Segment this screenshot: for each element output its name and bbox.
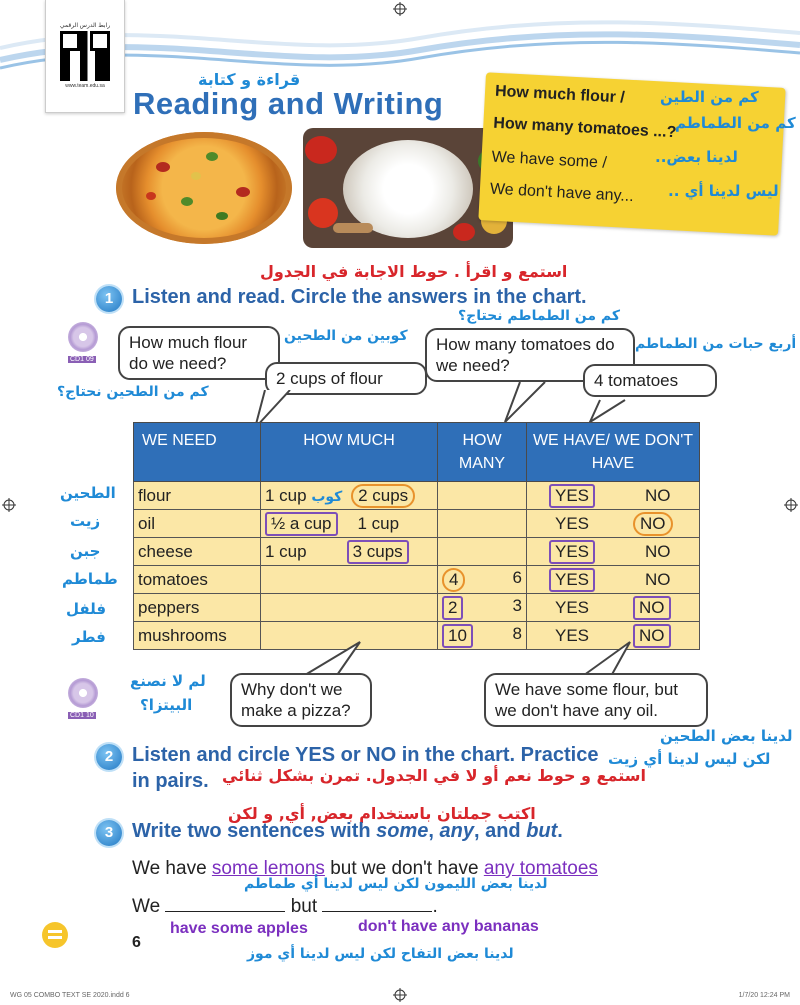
row-item: mushrooms	[134, 622, 261, 650]
no-option[interactable]: NO	[645, 485, 671, 505]
chart-header-row	[134, 423, 700, 482]
registration-mark-icon	[784, 498, 798, 512]
table-row	[134, 538, 700, 566]
item-ar-flour: الطحين	[60, 484, 116, 502]
cd-label-2: CD1 10	[70, 712, 94, 719]
section1-heading-arabic: استمع و اقرأ . حوط الاجابة في الجدول	[260, 262, 568, 281]
answer-circle[interactable]: 2 cups	[351, 484, 415, 508]
col-how-much: HOW MUCH	[261, 423, 438, 482]
row-item: cheese	[134, 538, 261, 566]
bubble-how-much: How much flour do we need?	[118, 326, 280, 380]
row-have	[527, 482, 700, 510]
row-how-much: ½ a cup 1 cup	[261, 510, 438, 538]
grammar-ar-4: ليس لدينا أي ..	[668, 182, 779, 200]
answer-box[interactable]: 10	[442, 624, 473, 648]
title-arabic: قراءة و كتابة	[198, 70, 301, 89]
page-title: Reading and Writing	[133, 86, 444, 121]
footer-file: WG 05 COMBO TEXT SE 2020.indd 6	[10, 992, 130, 999]
section2-heading-1: Listen and circle YES or NO in the chart. Practice	[132, 744, 599, 766]
row-have	[527, 510, 700, 538]
bubble-answer-tomatoes: 4 tomatoes	[583, 364, 717, 397]
flour-oil-ar-1: لدينا بعض الطحين	[660, 727, 793, 745]
ingredients-chart	[133, 422, 700, 650]
pizza-question-ar-2: البيتزا؟	[140, 696, 193, 714]
answer-ar: لدينا بعض التفاح لكن ليس لدينا أي موز	[247, 946, 514, 962]
row-how-much: 1 cup كوب 2 cups	[261, 482, 438, 510]
grammar-line-2: How many tomatoes ...?	[492, 114, 677, 142]
item-ar-oil: زيت	[70, 512, 101, 530]
row-how-many	[438, 510, 527, 538]
grammar-line-3: We have some /	[491, 148, 608, 172]
bubble-how-many: How many tomatoes do we need?	[425, 328, 635, 382]
grammar-ar-1: كم من الطين	[660, 88, 759, 106]
page-number: 6	[132, 934, 141, 951]
answer-circle[interactable]: 4	[442, 568, 465, 592]
pizza-image	[116, 132, 292, 244]
no-circle[interactable]: NO	[633, 512, 673, 536]
cd-icon-2[interactable]	[68, 678, 98, 708]
row-how-many	[438, 482, 527, 510]
bubble-tomatoes-ar: أربع حبات من الطماطم	[635, 336, 797, 352]
row-have	[527, 594, 700, 622]
qr-url: www.team.edu.sa	[65, 83, 105, 89]
no-box[interactable]: NO	[633, 596, 671, 620]
pizza-question-ar-1: لم لا نصنع	[130, 672, 206, 690]
yes-option[interactable]: YES	[555, 513, 590, 533]
row-how-many: 4 6	[438, 566, 527, 594]
table-row	[134, 510, 700, 538]
row-item: oil	[134, 510, 261, 538]
row-have	[527, 566, 700, 594]
item-ar-cheese: جبن	[70, 542, 101, 560]
table-row	[134, 482, 700, 510]
item-ar-mushrooms: فطر	[72, 628, 106, 646]
answer-1: have some apples	[170, 920, 308, 937]
grammar-line-1: How much flour /	[494, 82, 626, 107]
bubble-flour-oil: We have some flour, but we don't have any oil.	[484, 673, 708, 727]
table-row	[134, 594, 700, 622]
print-footer	[0, 990, 800, 1005]
no-box[interactable]: NO	[633, 624, 671, 648]
section1-number: 1	[96, 286, 122, 312]
answer-line: We but .	[132, 896, 438, 917]
col-how-many: HOW MANY	[438, 423, 527, 482]
row-how-many: 10 8	[438, 622, 527, 650]
registration-mark-icon	[2, 498, 16, 512]
item-ar-tomatoes: طماطم	[62, 570, 118, 588]
section3-heading: Write two sentences with some, any, and but.	[132, 820, 563, 842]
col-we-need: WE NEED	[134, 423, 261, 482]
row-how-much	[261, 594, 438, 622]
footer-date: 1/7/20 12:24 PM	[738, 992, 790, 999]
publisher-logo-icon	[40, 920, 70, 950]
row-have	[527, 538, 700, 566]
yes-box[interactable]: YES	[549, 540, 595, 564]
grammar-ar-2: كم من الطماطم	[675, 114, 796, 132]
yes-option[interactable]: YES	[555, 597, 590, 617]
section1-heading: Listen and read. Circle the answers in the chart.	[132, 286, 587, 308]
row-how-many	[438, 538, 527, 566]
no-option[interactable]: NO	[645, 569, 671, 589]
registration-mark-icon	[393, 2, 407, 16]
example-sentence: We have some lemons but we don't have any tomatoes	[132, 858, 598, 879]
item-ar-peppers: فلفل	[66, 600, 107, 618]
how-much-question-ar: كم من الطحين نحتاج؟	[57, 384, 209, 400]
answer-box[interactable]: ½ a cup	[265, 512, 338, 536]
qr-code-card[interactable]	[45, 0, 125, 113]
row-item: tomatoes	[134, 566, 261, 594]
how-many-question-ar: كم من الطماطم نحتاج؟	[458, 308, 621, 324]
row-item: flour	[134, 482, 261, 510]
bubble-how-much-ar: كوبين من الطحين	[284, 328, 408, 344]
answer-2: don't have any bananas	[358, 918, 539, 935]
row-how-much	[261, 566, 438, 594]
grammar-ar-3: لدينا بعض..	[655, 148, 738, 166]
col-we-have: WE HAVE/ WE DON'T HAVE	[527, 423, 700, 482]
qr-code-icon	[60, 31, 110, 81]
bubble-answer-flour: 2 cups of flour	[265, 362, 427, 395]
yes-box[interactable]: YES	[549, 484, 595, 508]
row-item: peppers	[134, 594, 261, 622]
answer-box[interactable]: 2	[442, 596, 463, 620]
row-how-many: 2 3	[438, 594, 527, 622]
section3-heading-arabic: اكتب جملتان باستخدام بعض, أي, و لكن	[228, 804, 536, 823]
section2-number: 2	[96, 744, 122, 770]
row-how-much: 1 cup 3 cups	[261, 538, 438, 566]
section3-number: 3	[96, 820, 122, 846]
no-option[interactable]: NO	[645, 541, 671, 561]
section2-heading-arabic: استمع و حوط نعم أو لا في الجدول. تمرن بشكل ثنائي	[222, 766, 646, 785]
yes-box[interactable]: YES	[549, 568, 595, 592]
answer-box[interactable]: 3 cups	[347, 540, 409, 564]
bubble-tail-2	[490, 380, 640, 424]
flour-oil-ar-2: لكن ليس لدينا أي زيت	[608, 750, 771, 768]
bubble-make-pizza: Why don't we make a pizza?	[230, 673, 372, 727]
example-sentence-ar: لدينا بعض الليمون لكن ليس لدينا أي طماطم	[244, 876, 548, 892]
cd-icon[interactable]	[68, 322, 98, 352]
qr-caption: رابط الدرس الرقمي	[59, 23, 111, 29]
section2-heading-2: in pairs.	[132, 770, 209, 792]
cd-label-1: CD1 09	[70, 356, 94, 363]
yes-option[interactable]: YES	[555, 625, 590, 645]
table-row	[134, 566, 700, 594]
grammar-line-4: We don't have any...	[489, 180, 635, 206]
